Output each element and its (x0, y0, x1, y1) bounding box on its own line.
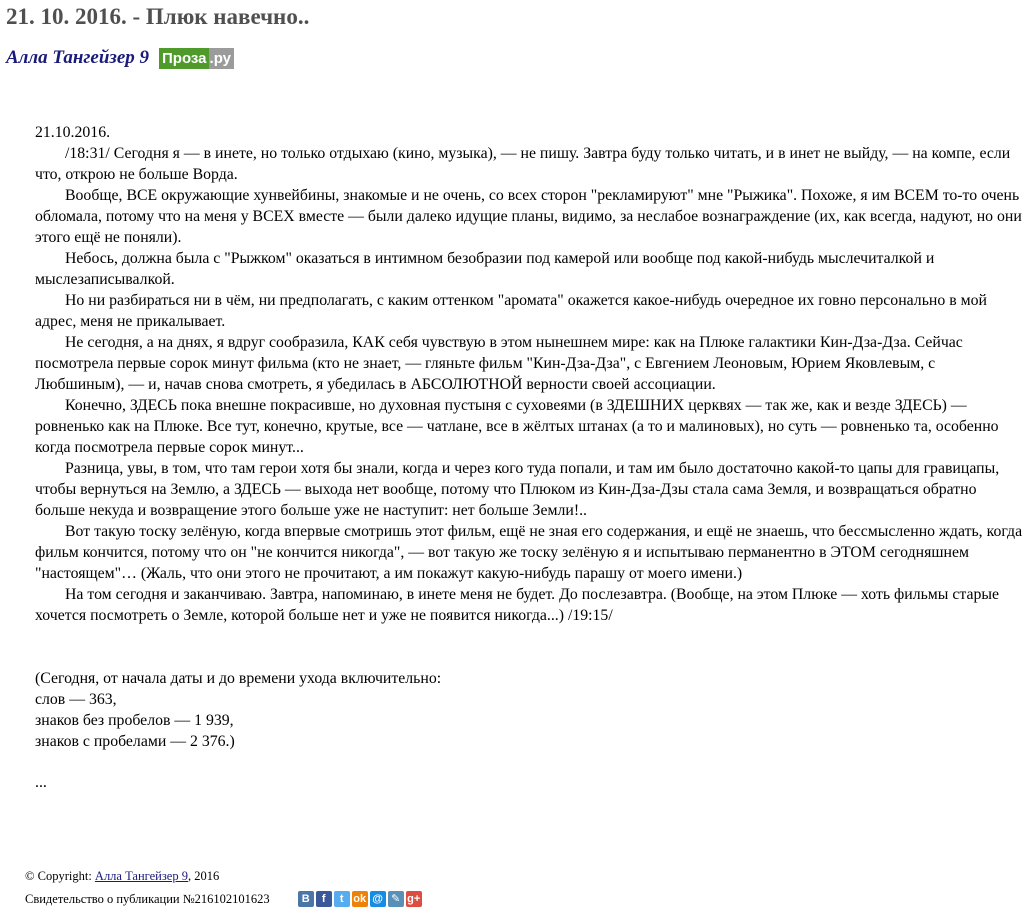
paragraph: Вообще, ВСЕ окружающие хунвейбины, знакомые и не очень, со всех сторон "рекламируют" мне "Рыжика". Похоже, я им ВСЕМ то-то очень обломала, потому что на меня у ВСЕХ вместе — были далеко идущие планы, видимо, за неслабое вознаграждение (их, как всегда, надуют, но они этого ещё не поняли). (35, 187, 1022, 246)
googleplus-icon[interactable]: g+ (407, 893, 421, 905)
entry-date: 21.10.2016. (35, 124, 111, 141)
odnoklassniki-icon[interactable]: ok (353, 893, 367, 905)
livejournal-icon[interactable]: ✎ (388, 891, 404, 907)
copyright-suffix: , 2016 (187, 869, 220, 883)
logo-right: .ру (209, 48, 234, 69)
page-title: 21. 10. 2016. - Плюк навечно.. (6, 4, 310, 29)
proza-logo[interactable] (159, 48, 234, 69)
facebook-icon[interactable]: f (316, 891, 332, 907)
twitter-icon[interactable]: t (334, 891, 350, 907)
share-icons (298, 891, 422, 907)
stats-line: (Сегодня, от начала даты и до времени ухода включительно: (35, 670, 442, 687)
certificate-row (25, 887, 422, 911)
trailing-ellipsis: ... (35, 774, 47, 791)
copyright-prefix: © Copyright: (25, 869, 95, 883)
paragraph: Небось, должна была с "Рыжком" оказаться в интимном безобразии под камерой или вообще под какой-нибудь мыслечиталкой и мыслезаписывалкой. (35, 250, 935, 288)
mail-icon[interactable]: @ (370, 891, 386, 907)
stats-line: знаков с пробелами — 2 376.) (35, 733, 235, 750)
logo-left: Проза (159, 48, 209, 69)
paragraph: Разница, увы, в том, что там герои хотя бы знали, когда и через кого туда попали, и там им было достаточно какой-то цапы для гравицапы, чтобы вернуться на Землю, а ЗДЕСЬ — выхода нет вообще, потому что Плюком из Кин-Дза-Дзы стала сама Земля, и возвращаться обратно больше некуда и возвращение этого больше уже не наступит: нет больше Земли!.. (35, 460, 1000, 519)
copyright-line (25, 866, 422, 887)
paragraph: На том сегодня и заканчиваю. Завтра, напоминаю, в инете меня не будет. До послезавтра. (Вообще, на этом Плюке — хоть фильмы старые хочется посмотреть о Земле, которой больше нет и уже не появится никогда...) /19:15/ (35, 586, 1000, 624)
author-link[interactable]: Алла Тангейзер 9 (6, 47, 150, 68)
paragraph: Не сегодня, а на днях, я вдруг сообразила, КАК себя чувствую в этом нынешнем мире: как на Плюке галактики Кин-Дза-Дза. Сейчас посмотрела первые сорок минут фильма (кто не знает, — гляньте фильм "Кин-Дза-Дза", с Евгением Леоновым, Юрием Яковлевым, с Любшиным), — и, начав снова смотреть, я убедилась в АБСОЛЮТНОЙ верности своей ассоциации. (35, 334, 963, 393)
publication-certificate: Свидетельство о публикации №216102101623 (25, 891, 270, 906)
author-row (6, 47, 234, 73)
paragraph: Вот такую тоску зелёную, когда впервые смотришь этот фильм, ещё не зная его содержания, и ещё не знаешь, что бессмысленно ждать, когда фильм кончится, потому что он "не кончится никогда", — вот такую же тоску зелёную я и испытываю перманентно в ЭТОМ сегодняшнем "настоящем"… (Жаль, что они этого не прочитают, а им покажут какую-нибудь парашу от моего имени.) (35, 523, 1023, 582)
stats-line: слов — 363, (35, 691, 117, 708)
paragraph: /18:31/ Сегодня я — в инете, но только отдыхаю (кино, музыка), — не пишу. Завтра буду только читать, и в инет не выйду, — на компе, если что, открою не больше Ворда. (35, 145, 1011, 183)
vk-icon[interactable]: B (298, 891, 314, 907)
footer (25, 866, 422, 911)
stats-line: знаков без пробелов — 1 939, (35, 712, 234, 729)
paragraph: Конечно, ЗДЕСЬ пока внешне покрасивше, но духовная пустыня с суховеями (в ЗДЕШНИХ церквях — так же, как и везде ЗДЕСЬ) — ровненько как на Плюке. Все тут, конечно, крутые, все — чатлане, все в жёлтых штанах (а то и малиновых), но суть — ровненько та, особенно когда посмотрела первые сорок минут... (35, 397, 999, 456)
paragraph: Но ни разбираться ни в чём, ни предполагать, с каким оттенком "аромата" окажется какое-нибудь очередное их говно персонально в мой адрес, меня не прикалывает. (35, 292, 987, 330)
article-text (35, 122, 1025, 626)
footer-author-link[interactable]: Алла Тангейзер 9 (94, 869, 188, 883)
word-stats (35, 668, 441, 752)
